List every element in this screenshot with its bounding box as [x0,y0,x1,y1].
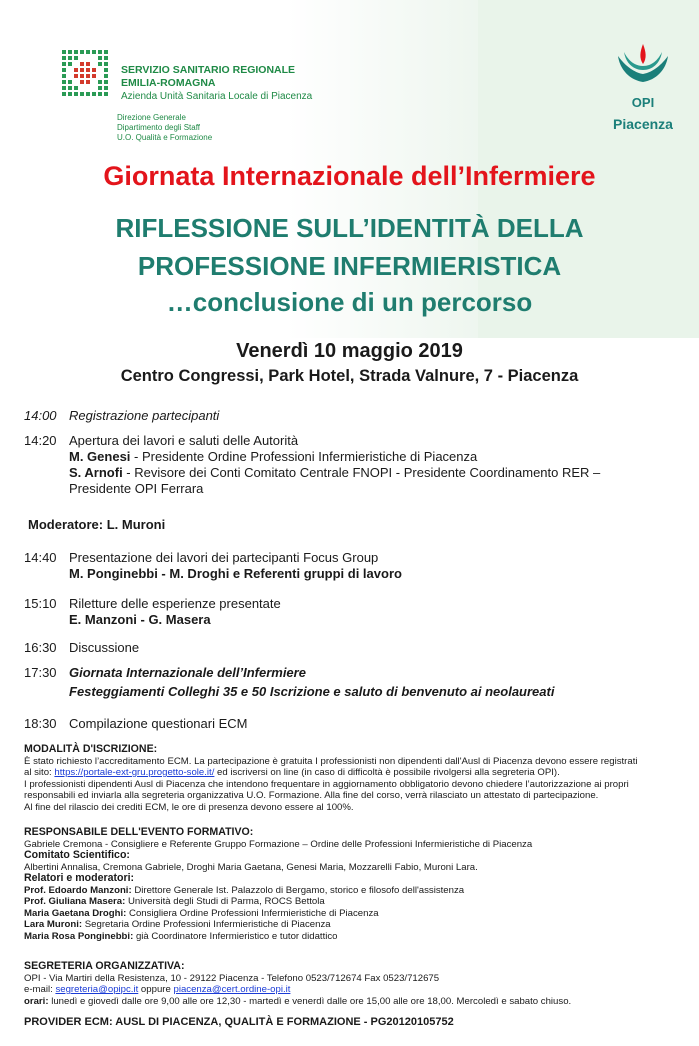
opi-logo-text: OPI [631,95,655,110]
ssr-line1: SERVIZIO SANITARIO REGIONALE [121,64,296,76]
relatore-role: Segretaria Ordine Professioni Infermieristiche di Piacenza [82,919,331,930]
time: 15:10 [24,596,57,611]
relatore-role: Università degli Studi di Parma, ROCS Bettola [125,896,325,907]
orari-text: lunedì e giovedì dalle ore 9,00 alle ore 12,30 - martedì e venerdì dalle ore 15,00 alle ore 18,00. Mercoledì e sabato chiuso. [48,995,572,1007]
comitato-members: Albertini Annalisa, Cremona Gabriele, Droghi Maria Gaetana, Genesi Maria, Mozzarelli Fabio, Muroni Lara. [24,861,478,873]
orari-label: orari: [24,995,49,1007]
speaker-names: M. Ponginebbi - M. Droghi e Referenti gruppi di lavoro [69,566,402,581]
comitato-heading: Comitato Scientifico: [24,849,130,861]
dir-line3: U.O. Qualità e Formazione [117,133,213,142]
program-item-5 [24,640,139,656]
time: 14:40 [24,550,57,565]
event-title: Giornata Internazionale dell’Infermiere [103,161,596,191]
speaker-role: - Revisore dei Conti Comitato Centrale FNOPI - Presidente Coordinamento RER – [122,465,601,480]
iscrizione-heading: MODALITÀ D'ISCRIZIONE: [24,743,158,755]
oppure-text: oppure [138,984,174,995]
iscrizione-line2a: al sito: [24,767,55,778]
program-item-3 [24,550,402,582]
relatore-name: Maria Gaetana Droghi: [24,907,127,919]
speaker-names: E. Manzoni - G. Masera [69,612,211,627]
speaker-name: S. Arnofi [69,465,123,480]
item-text: Apertura dei lavori e saluti delle Autorità [69,433,299,448]
opi-logo [608,42,678,132]
program-item-1 [24,408,219,424]
iscrizione-line2b: ed iscriversi on line (in caso di difficoltà è possibile rivolgersi alla segreteria OPI). [214,767,560,778]
iscrizione-line3: I professionisti dipendenti Ausl di Piacenza che intendono frequentare in aggiornamento obbligatorio devono chiedere l’autorizzazione ai propri [24,778,629,790]
responsabile-heading: RESPONSABILE DELL'EVENTO FORMATIVO: [24,826,254,838]
segreteria-section [24,961,684,1007]
item-text: Registrazione partecipanti [69,408,220,423]
relatore-name: Prof. Giuliana Masera: [24,896,126,907]
item-text: Giornata Internazionale dell’Infermiere [69,665,306,680]
item-text: Compilazione questionari ECM [69,716,248,731]
segreteria-address: OPI - Via Martiri della Resistenza, 10 - 29122 Piacenza - Telefono 0523/712674 Fax 0523/712675 [24,972,440,984]
iscrizione-section [24,744,684,813]
opi-hands-icon [612,42,674,86]
iscrizione-line4: responsabili ed inviarla alla segreteria organizzativa U.O. Formazione. Alla fine del corso, verrà rilasciato un attestato di partecipazione. [24,790,599,801]
iscrizione-line5: Al fine del rilascio dei crediti ECM, le ore di presenza devono essere al 100%. [24,801,354,813]
email-link-pec[interactable]: piacenza@cert.ordine-opi.it [173,984,291,995]
relatore-name: Prof. Edoardo Manzoni: [24,884,132,896]
relatore-role: già Coordinatore Infermieristico e tutor didattico [133,930,338,942]
program-item-2 [24,433,600,497]
ssr-line3: Azienda Unità Sanitaria Locale di Piacenza [121,91,313,102]
ssr-org-name [121,64,312,103]
speaker-role: - Presidente Ordine Professioni Infermieristiche di Piacenza [130,449,478,464]
responsabile-line1: Gabriele Cremona - Consigliere e Referente Gruppo Formazione – Ordine delle Professioni Infermieristiche di Piacenza [24,838,533,850]
ssr-line2: EMILIA-ROMAGNA [121,77,216,89]
ssr-logo-icon [62,50,112,100]
registration-link[interactable]: https://portale-ext-gru.progetto-sole.it/ [54,767,215,778]
item-text: Discussione [69,640,140,655]
relatore-name: Lara Muroni: [24,919,83,930]
time: 17:30 [24,665,57,680]
time: 14:00 [24,408,57,423]
program-item-4 [24,596,281,628]
event-venue: Centro Congressi, Park Hotel, Strada Valnure, 7 - Piacenza [120,367,579,385]
time: 18:30 [24,716,57,731]
item-text-2: Festeggiamenti Colleghi 35 e 50 Iscrizione e saluto di benvenuto ai neolaureati [69,684,555,699]
subtitle-line3: …conclusione di un percorso [166,287,533,317]
item-text: Riletture delle esperienze presentate [69,596,281,611]
subtitle-line2: PROFESSIONE INFERMIERISTICA [137,251,562,281]
direzione-block [117,113,212,143]
moderator: Moderatore: L. Muroni [28,517,166,532]
event-date: Venerdì 10 maggio 2019 [236,340,463,362]
time: 16:30 [24,640,57,655]
program-item-6 [24,665,554,700]
opi-city: Piacenza [613,116,673,132]
item-text: Presentazione dei lavori dei partecipanti Focus Group [69,550,379,565]
email-link-segreteria[interactable]: segreteria@opipc.it [55,984,139,995]
program-item-7 [24,716,247,732]
subtitle-line1: RIFLESSIONE SULL’IDENTITÀ DELLA [115,213,584,243]
time: 14:20 [24,433,57,448]
segreteria-heading: SEGRETERIA ORGANIZZATIVA: [24,960,185,972]
speaker-role-cont: Presidente OPI Ferrara [69,481,204,496]
relatore-role: Direttore Generale Ist. Palazzolo di Bergamo, storico e filosofo dell'assistenza [131,884,465,896]
relatore-role: Consigliera Ordine Professioni Infermieristiche di Piacenza [126,907,379,919]
responsabile-section [24,827,684,942]
provider-ecm: PROVIDER ECM: AUSL DI PIACENZA, QUALITÀ E FORMAZIONE - PG20120105752 [24,1016,454,1028]
dir-line1: Direzione Generale [117,113,186,122]
relatore-name: Maria Rosa Ponginebbi: [24,930,134,942]
dir-line2: Dipartimento degli Staff [117,123,201,132]
speaker-name: M. Genesi [69,449,131,464]
email-label: e-mail: [24,984,56,995]
iscrizione-line1: È stato richiesto l’accreditamento ECM. La partecipazione è gratuita I professionisti non dipendenti dall'Ausl di Piacenza devono essere registrati [24,755,638,767]
relatori-heading: Relatori e moderatori: [24,872,135,884]
